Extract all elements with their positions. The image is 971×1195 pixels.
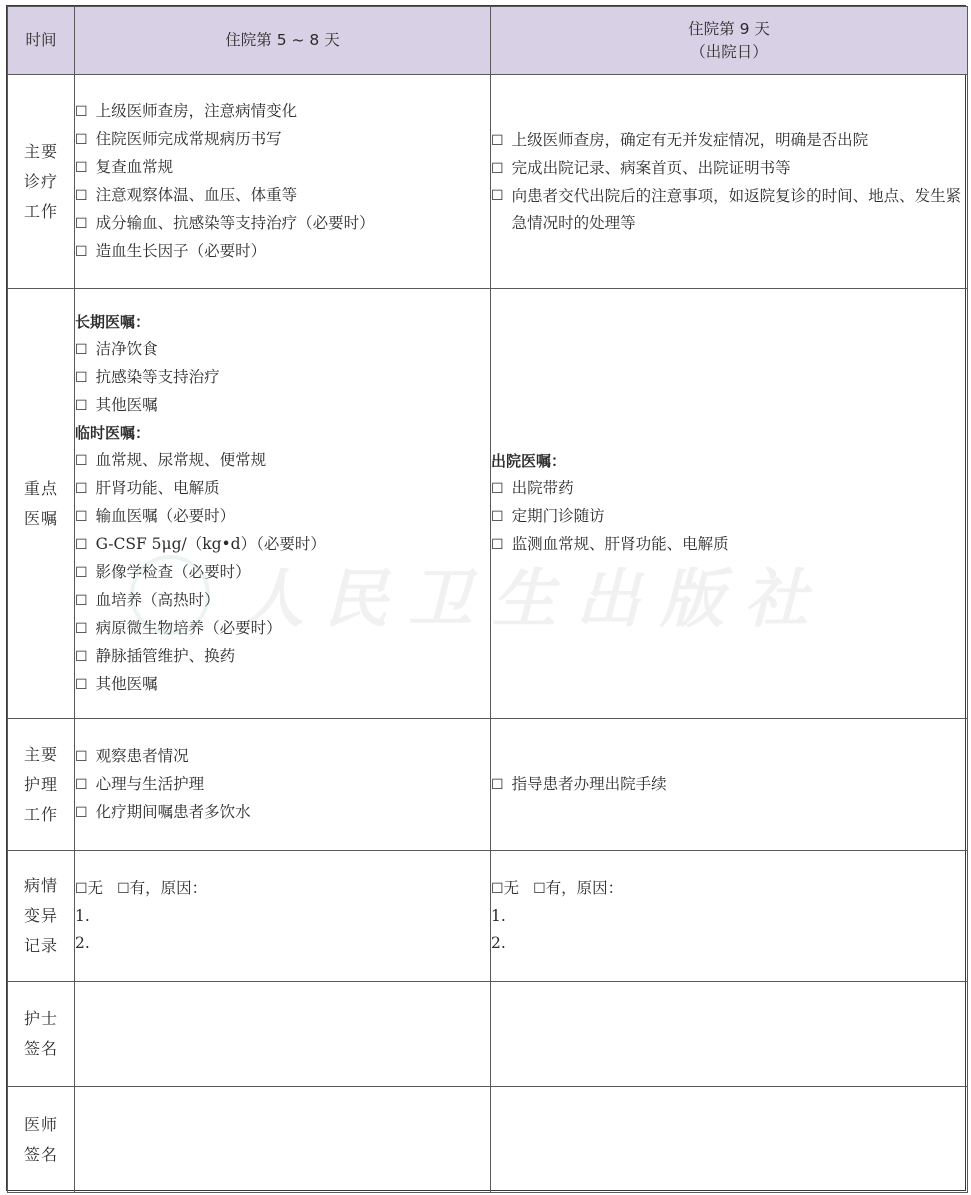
checklist-item[interactable]: ☐ 输血医嘱（必要时） (75, 506, 236, 525)
checkbox-icon[interactable]: ☐ (75, 508, 88, 525)
diagnosis-work-day-5-8 (75, 75, 491, 289)
no-checkbox-icon[interactable]: ☐ (491, 881, 504, 897)
checkbox-icon[interactable]: ☐ (491, 537, 504, 553)
checkbox-icon[interactable]: ☐ (75, 676, 88, 693)
nursing-work-label: 主要 护理 工作 (8, 719, 75, 851)
temporary-orders-title: 临时医嘱： (75, 423, 151, 442)
publisher-watermark: 人民卫生出版社 (240, 562, 828, 637)
checkbox-icon[interactable]: ☐ (75, 480, 88, 497)
discharge-orders-title: 出院医嘱： (491, 452, 567, 470)
nursing-work-row (8, 719, 968, 851)
checklist-item[interactable]: ☐ 洁净饮食 (75, 339, 158, 358)
doctor-signature-row (8, 1087, 968, 1193)
checkbox-icon[interactable]: ☐ (75, 215, 88, 232)
checkbox-icon[interactable]: ☐ (75, 648, 88, 665)
key-orders-label: 重点 医嘱 (8, 289, 75, 719)
day-9-title: 住院第 9 天 (688, 19, 770, 38)
checkbox-icon[interactable]: ☐ (491, 776, 504, 793)
diagnosis-work-day-9 (491, 75, 968, 289)
variance-record-row (8, 851, 968, 982)
key-orders-day-5-8 (75, 289, 491, 719)
yes-reason-label: 有，原因： (545, 879, 624, 897)
checklist-item[interactable]: ☐ 造血生长因子（必要时） (75, 241, 267, 260)
variance-reason-2[interactable]: 2. (491, 934, 506, 952)
checklist-item[interactable]: ☐ 肝肾功能、电解质 (75, 478, 220, 497)
no-label: 无 (87, 879, 104, 897)
checklist-item[interactable]: ☐ 出院带药 (491, 479, 574, 497)
checklist-item[interactable]: ☐ 其他医嘱 (75, 395, 158, 414)
variance-reason-1[interactable]: 1. (75, 907, 90, 925)
no-label: 无 (503, 879, 520, 897)
nurse-signature-label: 护士 签名 (8, 982, 75, 1087)
nurse-signature-day-5-8[interactable] (75, 982, 491, 1087)
nursing-work-day-9 (491, 719, 968, 851)
checkbox-icon[interactable]: ☐ (75, 243, 88, 260)
checklist-item[interactable]: ☐ 抗感染等支持治疗 (75, 367, 220, 386)
checkbox-icon[interactable]: ☐ (75, 452, 88, 469)
checkbox-icon[interactable]: ☐ (75, 341, 88, 358)
variance-record-label: 病情 变异 记录 (8, 851, 75, 982)
checkbox-icon[interactable]: ☐ (75, 804, 88, 821)
checkbox-icon[interactable]: ☐ (491, 132, 504, 149)
yes-reason-label: 有，原因： (129, 879, 208, 897)
checkbox-icon[interactable]: ☐ (75, 776, 88, 793)
checkbox-icon[interactable]: ☐ (75, 748, 88, 765)
checklist-item[interactable]: ☐ 静脉插管维护、换药 (75, 646, 236, 665)
doctor-signature-day-9[interactable] (491, 1087, 968, 1193)
no-checkbox-icon[interactable]: ☐ (75, 881, 88, 897)
checklist-item[interactable]: ☐ G-CSF 5μg/（kg•d）（必要时） (75, 534, 326, 553)
checklist-item[interactable]: ☐ 成分输血、抗感染等支持治疗（必要时） (75, 213, 375, 232)
checkbox-icon[interactable]: ☐ (75, 620, 88, 637)
variance-reason-1[interactable]: 1. (491, 907, 506, 925)
variance-record-day-9 (491, 851, 968, 982)
variance-options (75, 875, 490, 903)
header-row (8, 7, 968, 75)
checklist-item[interactable]: ☐ 指导患者办理出院手续 (491, 774, 667, 793)
checklist-item[interactable]: ☐ 上级医师查房，确定有无并发症情况，明确是否出院 (491, 130, 869, 149)
variance-options (491, 875, 967, 903)
checklist-item[interactable]: ☐ 住院医师完成常规病历书写 (75, 129, 282, 148)
doctor-signature-label: 医师 签名 (8, 1087, 75, 1193)
checkbox-icon[interactable]: ☐ (75, 397, 88, 414)
variance-reason-2[interactable]: 2. (75, 934, 90, 952)
checkbox-icon[interactable]: ☐ (75, 103, 88, 120)
checkbox-icon[interactable]: ☐ (491, 509, 504, 525)
checkbox-icon[interactable]: ☐ (75, 131, 88, 148)
diagnosis-work-label: 主要 诊疗 工作 (8, 75, 75, 289)
long-term-orders-title: 长期医嘱： (75, 312, 151, 331)
checklist-item[interactable]: ☐ 心理与生活护理 (75, 774, 205, 793)
checklist-item[interactable]: ☐ 复查血常规 (75, 157, 174, 176)
nursing-work-day-5-8 (75, 719, 491, 851)
checkbox-icon[interactable]: ☐ (491, 481, 504, 497)
day-5-8-header (75, 7, 491, 75)
checkbox-icon[interactable]: ☐ (75, 159, 88, 176)
checkbox-icon[interactable]: ☐ (75, 564, 88, 581)
checklist-item[interactable]: ☐ 观察患者情况 (75, 746, 189, 765)
checkbox-icon[interactable]: ☐ (75, 592, 88, 609)
doctor-signature-day-5-8[interactable] (75, 1087, 491, 1193)
checkbox-icon[interactable]: ☐ (75, 187, 88, 204)
day-9-header (491, 7, 968, 75)
discharge-day-subtitle: （出院日） (690, 42, 768, 61)
variance-record-day-5-8 (75, 851, 491, 982)
yes-checkbox-icon[interactable]: ☐ (533, 881, 546, 897)
checklist-item[interactable]: ☐ 病原微生物培养（必要时） (75, 618, 282, 637)
checkbox-icon[interactable]: ☐ (75, 536, 88, 553)
checklist-item[interactable]: ☐ 注意观察体温、血压、体重等 (75, 185, 298, 204)
checklist-item[interactable]: ☐ 影像学检查（必要时） (75, 562, 251, 581)
checkbox-icon[interactable]: ☐ (491, 187, 504, 204)
nurse-signature-row (8, 982, 968, 1087)
checklist-item[interactable]: ☐ 定期门诊随访 (491, 507, 605, 525)
checklist-item[interactable]: ☐ 血培养（高热时） (75, 590, 220, 609)
key-orders-day-9 (491, 289, 968, 719)
checklist-item[interactable]: ☐ 向患者交代出院后的注意事项，如返院复诊的时间、地点、发生紧急情况时的处理等 (491, 183, 967, 237)
checkbox-icon[interactable]: ☐ (75, 369, 88, 386)
time-header: 时间 (8, 7, 75, 75)
checklist-item[interactable]: ☐ 监测血常规、肝肾功能、电解质 (491, 535, 729, 553)
day-5-8-title: 住院第 5 ~ 8 天 (225, 31, 340, 49)
nurse-signature-day-9[interactable] (491, 982, 968, 1087)
checklist-item[interactable]: ☐ 血常规、尿常规、便常规 (75, 450, 267, 469)
diagnosis-work-row (8, 75, 968, 289)
checklist-item[interactable]: ☐ 化疗期间嘱患者多饮水 (75, 802, 251, 821)
checklist-item[interactable]: ☐ 上级医师查房，注意病情变化 (75, 101, 298, 120)
key-orders-row (8, 289, 968, 719)
checkbox-icon[interactable]: ☐ (491, 160, 504, 177)
checklist-item[interactable]: ☐ 其他医嘱 (75, 674, 158, 693)
yes-checkbox-icon[interactable]: ☐ (117, 881, 130, 897)
publisher-logo-watermark (130, 555, 210, 635)
checklist-item[interactable]: ☐ 完成出院记录、病案首页、出院证明书等 (491, 158, 791, 177)
